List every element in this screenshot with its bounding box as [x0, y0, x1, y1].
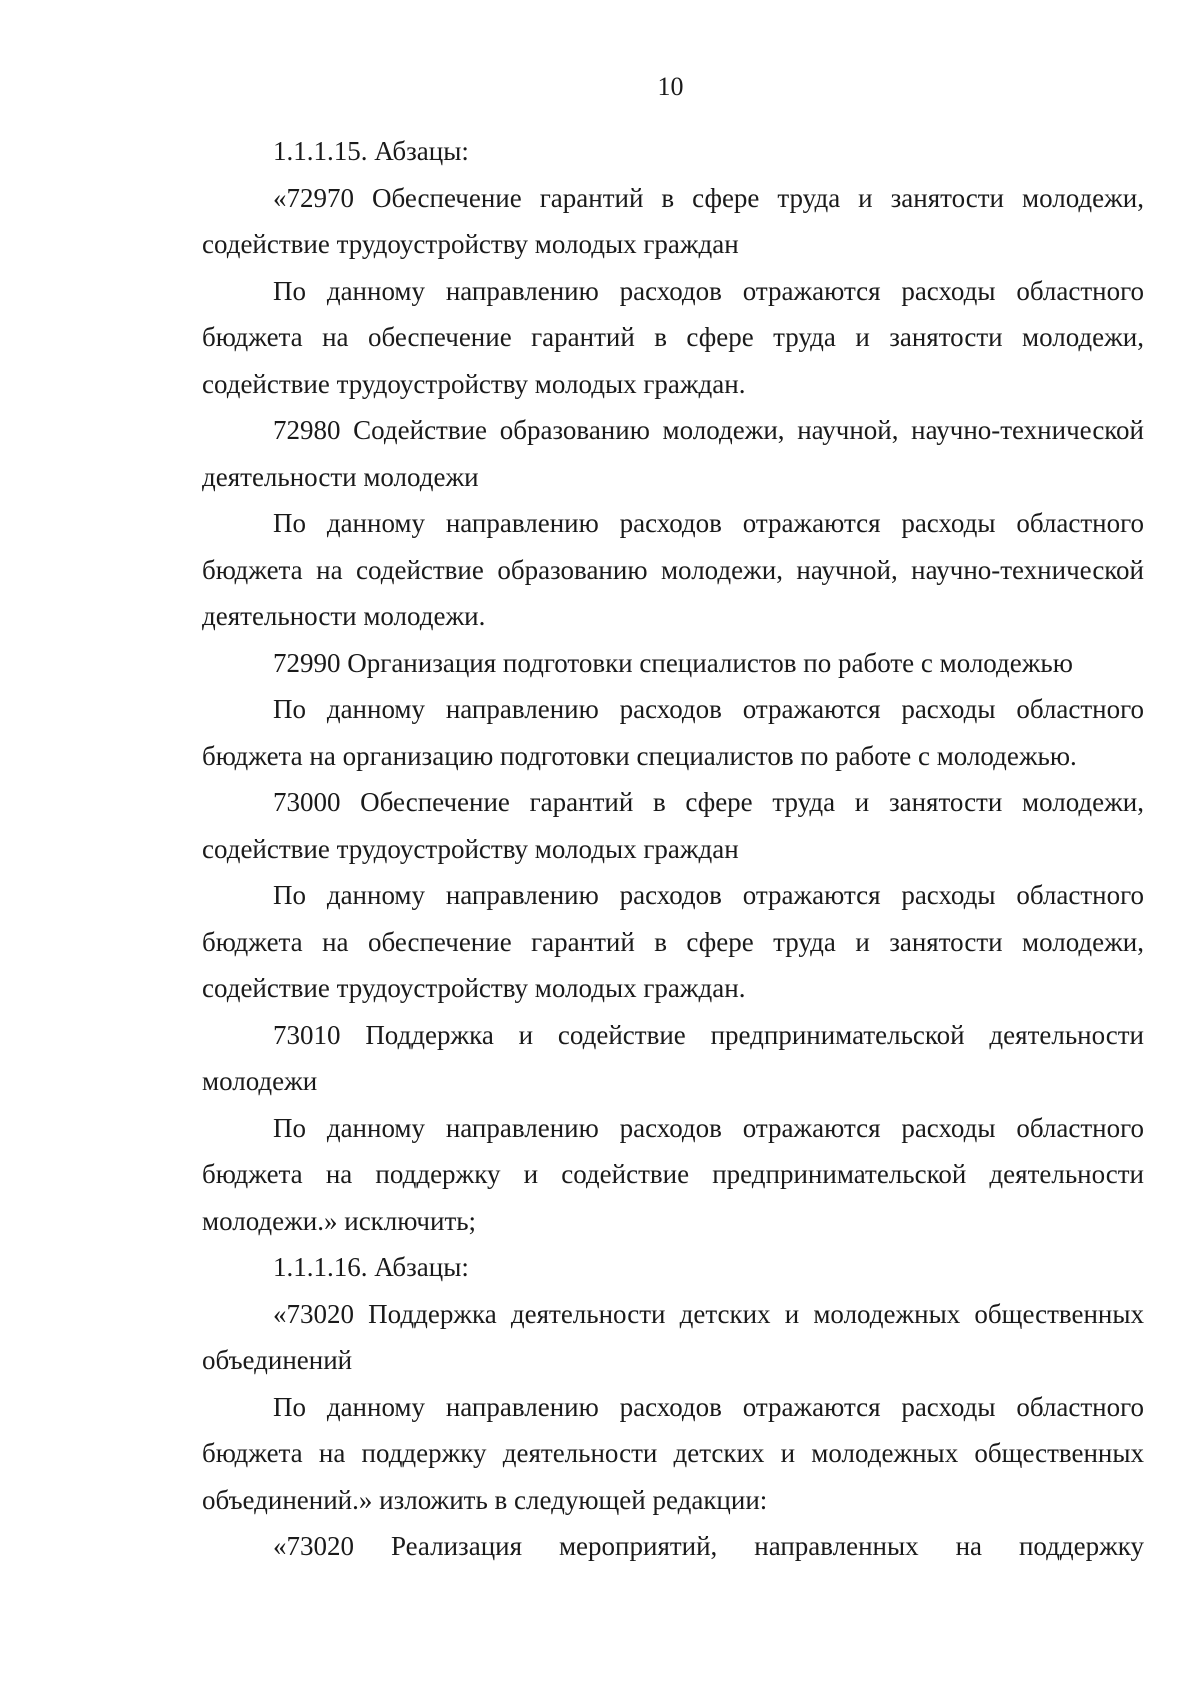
paragraph: 1.1.1.16. Абзацы: — [273, 1252, 469, 1282]
paragraph: 73010 Поддержка и содействие предпринимательской деятельности молодежи — [202, 1019, 1144, 1096]
paragraph: 1.1.1.15. Абзацы: — [273, 136, 469, 166]
paragraph: По данному направлению расходов отражаются расходы областного бюджета на содействие образованию молодежи, научной, научно-технической деятельности молодежи. — [202, 508, 1144, 631]
paragraph: 73000 Обеспечение гарантий в сфере труда и занятости молодежи, содействие трудоустройству молодых граждан — [202, 787, 1144, 864]
document-body — [202, 128, 1144, 1570]
paragraph: «73020 Поддержка деятельности детских и молодежных общественных объединений — [202, 1298, 1144, 1375]
paragraph: По данному направлению расходов отражаются расходы областного бюджета на организацию подготовки специалистов по работе с молодежью. — [202, 694, 1144, 771]
paragraph: 72990 Организация подготовки специалистов по работе с молодежью — [273, 647, 1073, 678]
paragraph: 72980 Содействие образованию молодежи, научной, научно-технической деятельности молодежи — [202, 415, 1144, 492]
paragraph: «73020 Реализация мероприятий, направленных на поддержку — [273, 1531, 1144, 1561]
page-number: 10 — [657, 72, 684, 101]
paragraph: «72970 Обеспечение гарантий в сфере труда и занятости молодежи, содействие трудоустройству молодых граждан — [202, 182, 1144, 259]
paragraph: По данному направлению расходов отражаются расходы областного бюджета на обеспечение гарантий в сфере труда и занятости молодежи, содействие трудоустройству молодых граждан. — [202, 880, 1144, 1003]
paragraph: По данному направлению расходов отражаются расходы областного бюджета на поддержку деятельности детских и молодежных общественных объединений.» изложить в следующей редакции: — [202, 1391, 1144, 1515]
paragraph: По данному направлению расходов отражаются расходы областного бюджета на обеспечение гарантий в сфере труда и занятости молодежи, содействие трудоустройству молодых граждан. — [202, 275, 1144, 399]
paragraph: По данному направлению расходов отражаются расходы областного бюджета на поддержку и содействие предпринимательской деятельности молодежи.» исключить; — [202, 1112, 1144, 1236]
